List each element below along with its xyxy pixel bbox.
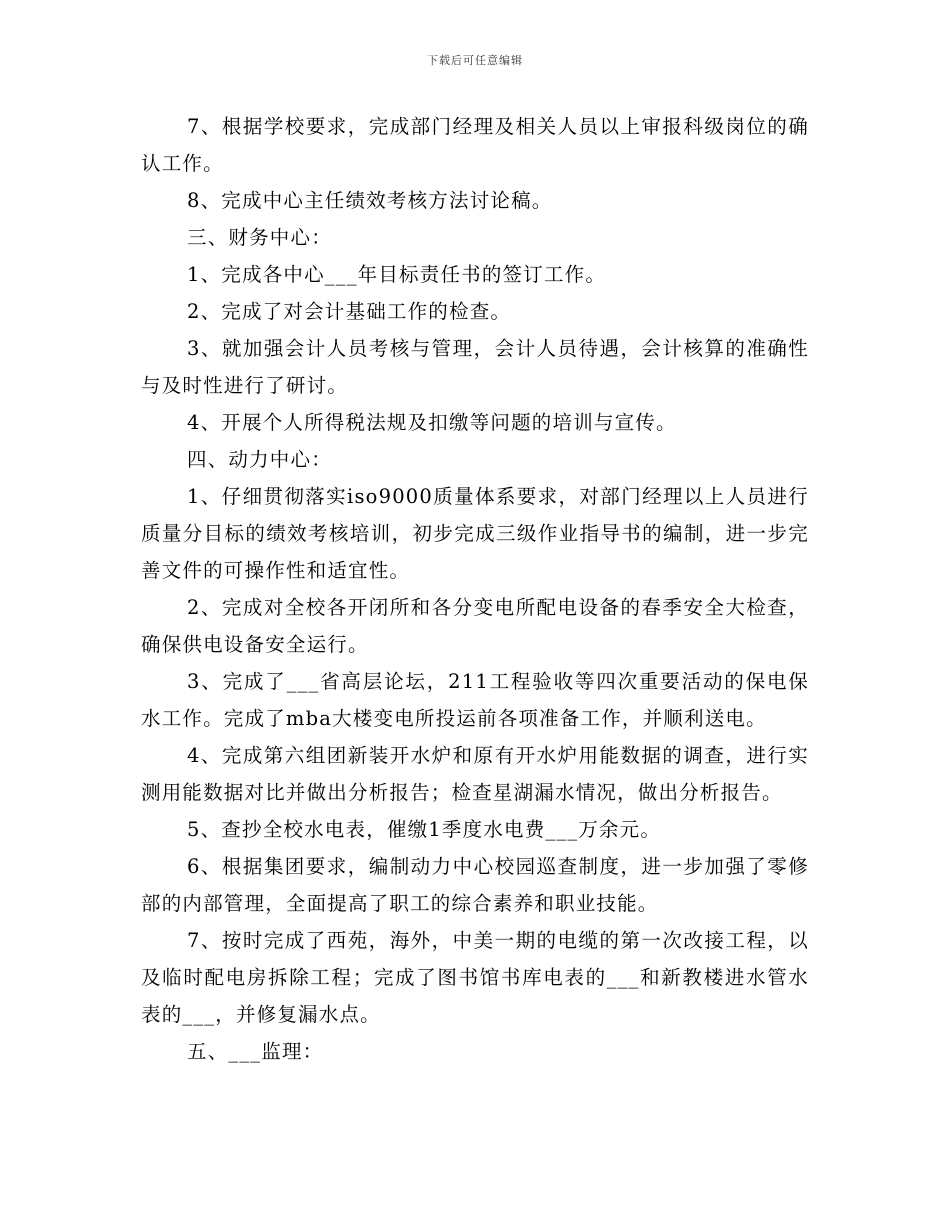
paragraph-power-7: 7、按时完成了西苑，海外，中美一期的电缆的第一次改接工程，以及临时配电房拆除工程；完成了图书馆书库电表的___和新教楼进水管水表的___，并修复漏水点。 xyxy=(141,929,809,1026)
paragraph-power-1: 1、仔细贯彻落实iso9000质量体系要求，对部门经理以上人员进行质量分目标的绩效考核培训，初步完成三级作业指导书的编制，进一步完善文件的可操作性和适宜性。 xyxy=(141,485,809,582)
paragraph-finance-1: 1、完成各中心___年目标责任书的签订工作。 xyxy=(187,263,607,286)
section-heading-supervision: 五、___监理： xyxy=(187,1040,324,1063)
paragraph-power-6: 6、根据集团要求，编制动力中心校园巡查制度，进一步加强了零修部的内部管理，全面提高了职工的综合素养和职业技能。 xyxy=(141,855,809,915)
paragraph-power-4: 4、完成第六组团新装开水炉和原有开水炉用能数据的调查，进行实测用能数据对比并做出分析报告；检查星湖漏水情况，做出分析报告。 xyxy=(141,744,809,804)
paragraph-item-7-confirmation: 7、根据学校要求，完成部门经理及相关人员以上审报科级岗位的确认工作。 xyxy=(141,115,809,175)
paragraph-item-8-assessment-draft: 8、完成中心主任绩效考核方法讨论稿。 xyxy=(187,189,553,212)
paragraph-power-2: 2、完成对全校各开闭所和各分变电所配电设备的春季安全大检查，确保供电设备安全运行。 xyxy=(141,596,809,656)
paragraph-finance-3: 3、就加强会计人员考核与管理，会计人员待遇，会计核算的准确性与及时性进行了研讨。 xyxy=(141,337,809,397)
paragraph-finance-4: 4、开展个人所得税法规及扣缴等问题的培训与宣传。 xyxy=(187,411,677,434)
section-heading-finance-center: 三、财务中心： xyxy=(187,226,332,249)
paragraph-power-5: 5、查抄全校水电表，催缴1季度水电费___万余元。 xyxy=(187,818,662,841)
paragraph-finance-2: 2、完成了对会计基础工作的检查。 xyxy=(187,300,512,323)
document-body xyxy=(141,108,809,1070)
section-heading-power-center: 四、动力中心： xyxy=(187,448,332,471)
paragraph-power-3: 3、完成了___省高层论坛，211工程验收等四次重要活动的保电保水工作。完成了mba大楼变电所投运前各项准备工作，并顺利送电。 xyxy=(141,670,809,730)
page-header: 下载后可任意编辑 xyxy=(427,54,523,67)
